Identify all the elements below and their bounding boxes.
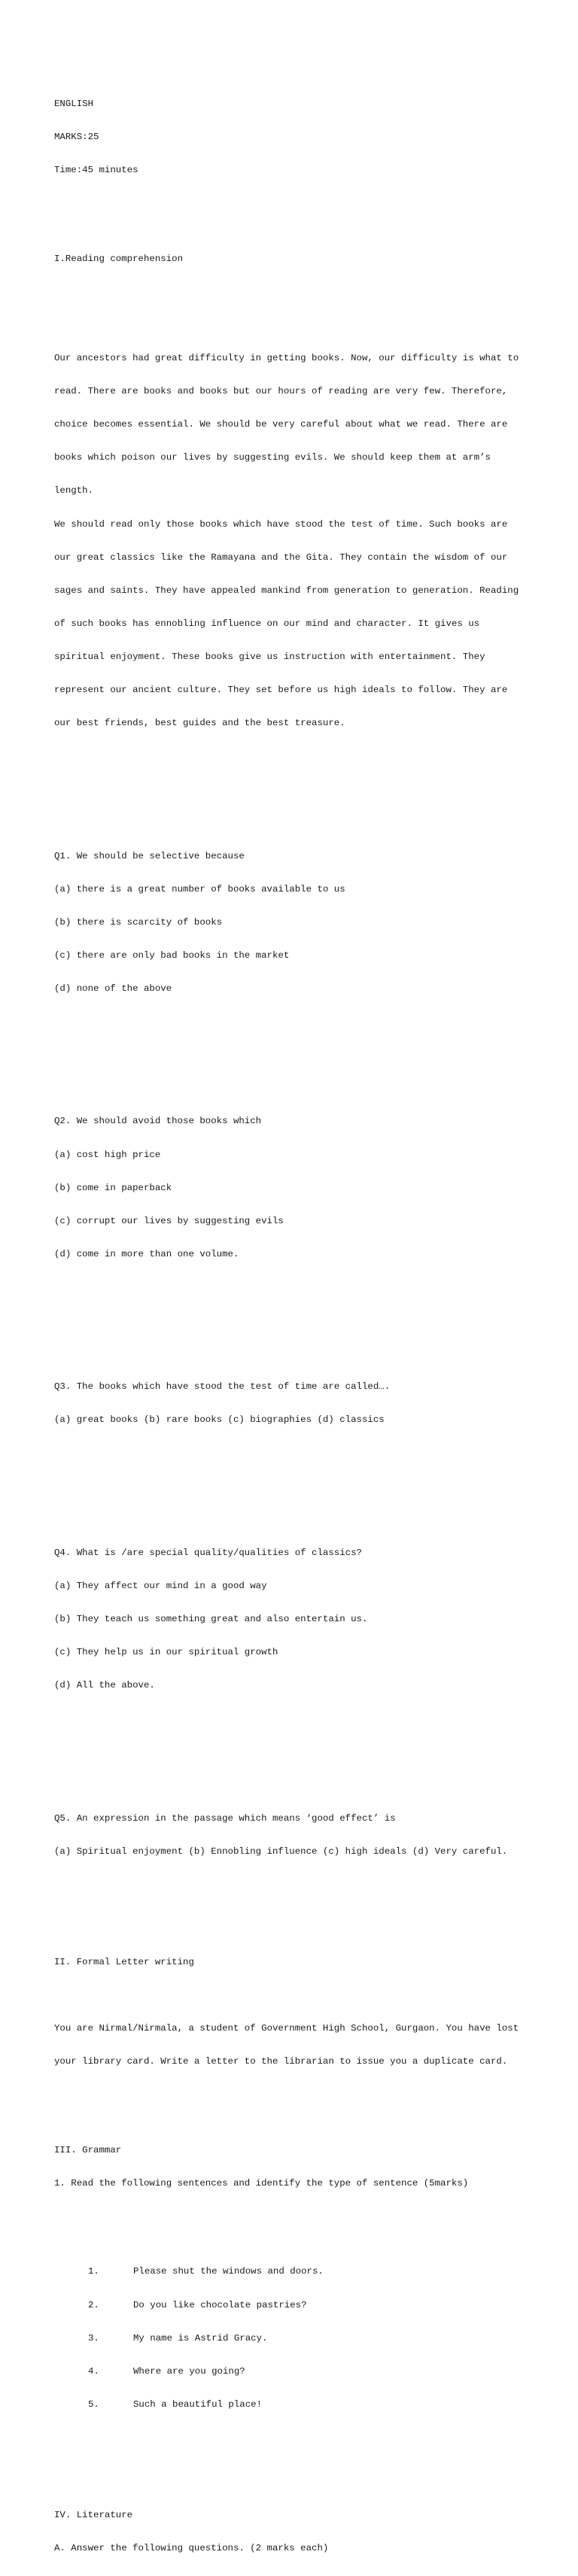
question-option: (d) none of the above xyxy=(54,983,172,995)
passage-line: our best friends, best guides and the best treasure. xyxy=(54,718,345,729)
question-option: (b) there is scarcity of books xyxy=(54,916,223,928)
question-option: (b) They teach us something great and also entertain us. xyxy=(54,1614,368,1625)
passage-line: choice becomes essential. We should be very careful about what we read. There are xyxy=(54,419,508,430)
letter-prompt-line: You are Nirmal/Nirmala, a student of Government High School, Gurgaon. You have lost xyxy=(54,2023,519,2034)
question-text: Q5. An expression in the passage which means ‘good effect’ is xyxy=(54,1812,396,1824)
spacer xyxy=(54,1470,536,1481)
question-option: (b) come in paperback xyxy=(54,1182,172,1193)
passage-line: spiritual enjoyment. These books give us instruction with entertainment. They xyxy=(54,651,485,662)
marks-label: MARKS:25 xyxy=(54,131,99,142)
spacer xyxy=(54,2089,536,2101)
list-number: 5. xyxy=(88,2398,99,2410)
passage-line: of such books has ennobling influence on our mind and character. It gives us xyxy=(54,618,480,629)
question-option: (d) All the above. xyxy=(54,1680,155,1691)
question-text: Q1. We should be selective because xyxy=(54,850,245,861)
spacer xyxy=(54,1990,536,2001)
question-text: Q2. We should avoid those books which xyxy=(54,1116,262,1127)
question-option: (a) They affect our mind in a good way xyxy=(54,1580,267,1591)
list-text: Do you like chocolate pastries? xyxy=(133,2299,307,2310)
spacer xyxy=(54,773,536,785)
question-option: (c) there are only bad books in the market xyxy=(54,949,290,961)
passage-line: represent our ancient culture. They set before us high ideals to follow. They are xyxy=(54,685,508,696)
list-item xyxy=(54,2366,536,2377)
spacer xyxy=(54,2454,536,2465)
list-item xyxy=(54,2399,536,2410)
passage-line: sages and saints. They have appealed mankind from generation to generation. Reading xyxy=(54,585,519,596)
passage-line: length. xyxy=(54,485,94,497)
passage-line: books which poison our lives by suggesting evils. We should keep them at arm’s xyxy=(54,452,491,463)
question-option: (a) great books (b) rare books (c) biographies (d) classics xyxy=(54,1414,385,1426)
question-block-q3 xyxy=(54,1359,536,1448)
passage xyxy=(54,331,536,752)
passage-line: We should read only those books which have stood the test of time. Such books are xyxy=(54,518,508,530)
grammar-instruction: 1. Read the following sentences and identify the type of sentence (5marks) xyxy=(54,2177,469,2189)
spacer xyxy=(54,287,536,298)
section-title-literature: IV. Literature xyxy=(54,2509,133,2520)
passage-line: our great classics like the Ramayana and the Gita. They contain the wisdom of our xyxy=(54,551,508,563)
question-option: (c) They help us in our spiritual growth xyxy=(54,1647,278,1658)
list-number: 3. xyxy=(88,2332,99,2344)
question-option: (d) come in more than one volume. xyxy=(54,1248,239,1259)
list-text: My name is Astrid Gracy. xyxy=(133,2332,268,2344)
section-title-letter: II. Formal Letter writing xyxy=(54,1956,194,1967)
passage-line: Our ancestors had great difficulty in getting books. Now, our difficulty is what to xyxy=(54,352,519,363)
spacer xyxy=(54,2211,536,2222)
spacer xyxy=(54,1304,536,1315)
question-text: Q3. The books which have stood the test of time are called…. xyxy=(54,1381,391,1393)
list-number: 2. xyxy=(88,2299,99,2310)
question-option: (a) there is a great number of books available to us xyxy=(54,883,345,895)
list-text: Such a beautiful place! xyxy=(133,2398,263,2410)
list-number: 1. xyxy=(88,2266,99,2277)
question-option: (c) corrupt our lives by suggesting evils xyxy=(54,1215,284,1226)
grammar-sentence-list xyxy=(54,2244,536,2432)
question-text: Q4. What is /are special quality/qualities of classics? xyxy=(54,1547,362,1558)
question-block-q5 xyxy=(54,1791,536,1879)
list-item xyxy=(54,2300,536,2311)
list-item xyxy=(54,2266,536,2277)
list-item xyxy=(54,2333,536,2344)
time-label: Time:45 minutes xyxy=(54,165,138,176)
question-option: (a) cost high price xyxy=(54,1149,161,1160)
list-text: Where are you going? xyxy=(133,2365,245,2377)
spacer xyxy=(54,198,536,209)
list-number: 4. xyxy=(88,2365,99,2377)
section-title-grammar: III. Grammar xyxy=(54,2144,122,2155)
question-block-q4 xyxy=(54,1525,536,1713)
letter-prompt-line: your library card. Write a letter to the librarian to issue you a duplicate card. xyxy=(54,2056,508,2067)
spacer xyxy=(54,1901,536,1912)
document-page xyxy=(54,54,536,2576)
question-block-q1 xyxy=(54,828,536,1016)
section-title-reading: I.Reading comprehension xyxy=(54,253,184,264)
subject-heading: ENGLISH xyxy=(54,98,94,109)
spacer xyxy=(54,1736,536,1747)
spacer xyxy=(54,1039,536,1050)
question-block-q2 xyxy=(54,1094,536,1282)
passage-line: read. There are books and books but our hours of reading are very few. Therefore, xyxy=(54,386,508,397)
list-text: Please shut the windows and doors. xyxy=(133,2266,324,2277)
literature-instruction: A. Answer the following questions. (2 marks each) xyxy=(54,2543,329,2554)
question-option: (a) Spiritual enjoyment (b) Ennobling influence (c) high ideals (d) Very careful. xyxy=(54,1845,508,1857)
